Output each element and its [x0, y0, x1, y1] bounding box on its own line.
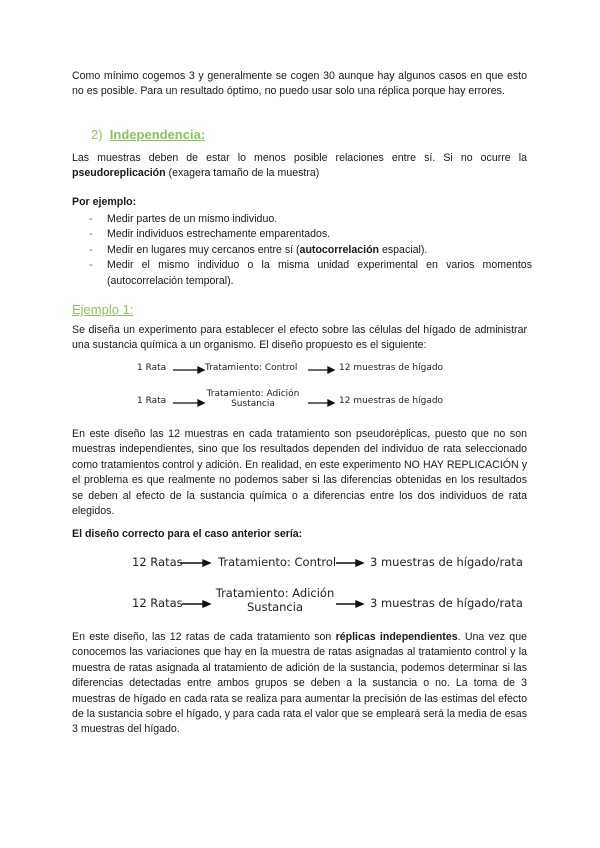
- correct-design-title: El diseño correcto para el caso anterior sería:: [72, 528, 303, 540]
- independencia-text-before: Las muestras deben de estar lo menos posible relaciones entre sí. Si no ocurre la: [72, 152, 527, 164]
- diagram-node-rat: 1 Rata: [137, 363, 167, 373]
- section-title: Independencia:: [109, 127, 206, 142]
- diagram-node-rat: 1 Rata: [137, 396, 167, 406]
- diagram-node-treatment: Tratamiento: Control: [218, 555, 337, 569]
- final-text-after: . Una vez que conocemos las variaciones que hay en la muestra de ratas asignadas al tratamiento control y la muestra de ratas asignada al tratamiento de adición de la sustancia, podemos determinar si las diferencias detectadas entre ambos grupos se deben a la sustancia o no. La toma de 3 muestras de hígado en cada rata se realiza para aumentar la precisión de las estimas del efecto de la sustancia sobre el hígado, y para cada rata el valor que se empleará será la media de esas 3 muestras del hígado.: [72, 631, 527, 736]
- ejemplo1-paragraph: Se diseña un experimento para establecer el efecto sobre las células del hígado de administrar una sustancia química a un organismo. El diseño propuesto es el siguiente:: [72, 324, 527, 352]
- diagram-node-rats: 12 Ratas: [132, 555, 183, 569]
- diagram-node-treatment: Tratamiento: Adición Sustancia: [215, 586, 335, 614]
- replicas-independientes-term: réplicas independientes: [335, 631, 458, 643]
- dash-bullet-icon: -: [89, 213, 93, 225]
- arrow-head-icon: [356, 560, 363, 566]
- ejemplo1-heading: Ejemplo 1:: [72, 302, 134, 317]
- diagram-node-treatment: Tratamiento: Control: [205, 363, 298, 373]
- examples-title: Por ejemplo:: [72, 196, 137, 208]
- final-paragraph: [72, 630, 527, 738]
- pseudoreplicacion-term: pseudoreplicación: [72, 167, 166, 180]
- list-item-text: espacial).: [379, 243, 428, 256]
- autocorrelacion-term: autocorrelación: [299, 243, 380, 256]
- diagram-node-samples: 12 muestras de hígado: [339, 396, 444, 406]
- list-item-text: Medir partes de un mismo individuo.: [107, 213, 278, 225]
- dash-bullet-icon: -: [89, 259, 93, 272]
- section-number: 2): [91, 127, 103, 142]
- intro-paragraph: Como mínimo cogemos 3 y generalmente se cogen 30 aunque hay algunos casos en que esto no es posible. Para un resultado óptimo, no puedo usar solo una réplica porque hay errores.: [72, 70, 527, 98]
- diagram-node-samples: 3 muestras de hígado/rata: [370, 555, 523, 569]
- pseudoreplicas-paragraph: En este diseño las 12 muestras en cada tratamiento son pseudoréplicas, puesto que no son muestras independientes, sino que los resultados dependen del individuo de rata seleccionado como tratamientos control y adición. En realidad, en este experimento NO HAY REPLICACIÓN y el problema es que realmente no podemos saber si las diferencias obtenidas en los resultados se deben al efecto de la sustancia química o a diferencias entre los dos individuos de rata elegidos.: [72, 428, 527, 518]
- final-text-before: En este diseño, las 12 ratas de cada tratamiento son: [72, 631, 336, 643]
- arrow-head-icon: [356, 601, 363, 607]
- list-item-text: Medir individuos estrechamente emparentados.: [107, 228, 331, 241]
- dash-bullet-icon: -: [89, 243, 93, 256]
- arrow-head-icon: [203, 601, 210, 607]
- list-item-text: Medir en lugares muy cercanos entre sí (: [107, 243, 300, 256]
- diagram-node-rats: 12 Ratas: [132, 596, 183, 610]
- independencia-text-after: (exagera tamaño de la muestra): [165, 167, 320, 180]
- dash-bullet-icon: -: [89, 228, 93, 241]
- arrow-head-icon: [203, 560, 210, 566]
- diagram-node-samples: 12 muestras de hígado: [339, 363, 444, 373]
- list-item-text: Medir el mismo individuo o la misma unidad experimental en varios momentos (autocorrelación temporal).: [107, 259, 532, 287]
- diagram-node-samples: 3 muestras de hígado/rata: [370, 596, 523, 610]
- diagram-node-treatment: Tratamiento: Adición Sustancia: [206, 389, 300, 409]
